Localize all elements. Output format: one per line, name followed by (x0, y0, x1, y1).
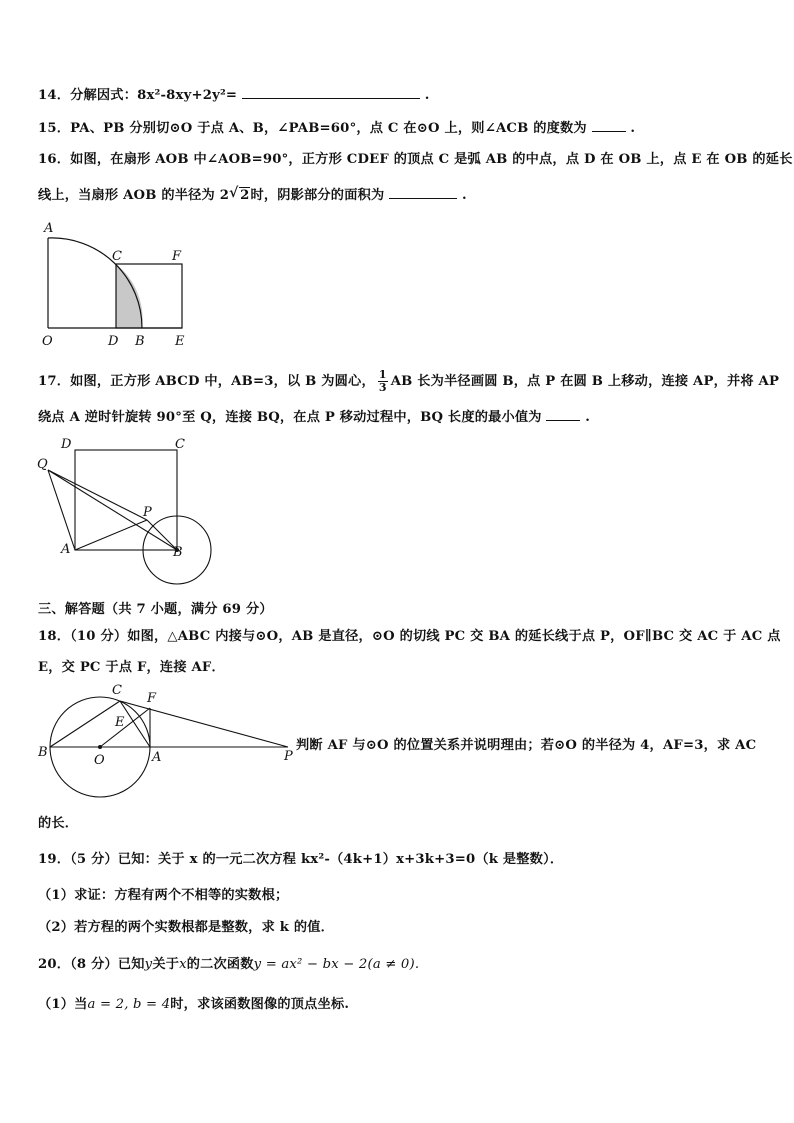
question-18-line-2: E，交 PC 于点 F，连接 AF． (38, 660, 225, 675)
figure-17-square-circle (35, 432, 220, 590)
label-P: P (284, 749, 293, 764)
q20-mid2: 的二次函数 (186, 957, 254, 972)
label-C: C (175, 437, 185, 452)
section-3-heading: 三、解答题（共 7 小题，满分 69 分） (38, 602, 273, 617)
q16-line2-post: 时，阴影部分的面积为 (250, 188, 385, 203)
question-16-line-1: 16．如图，在扇形 AOB 中∠AOB=90°，正方形 CDEF 的顶点 C 是弧 AB 的中点，点 D 在 OB 上，点 E 在 OB 的延长 (38, 152, 793, 167)
figure-18-circle-tangent (32, 680, 297, 802)
q20-part1-math: a = 2, b = 4 (87, 997, 171, 1012)
question-19-line-1: 19．（5 分）已知：关于 x 的一元二次方程 kx²-（4k+1）x+3k+3=0（k 是整数）． (38, 852, 564, 867)
q20-var-y: y (144, 957, 153, 972)
label-E: E (175, 334, 185, 349)
label-Q: Q (37, 457, 48, 472)
question-20-line-1 (38, 953, 419, 972)
label-F: F (147, 691, 157, 706)
label-A: A (152, 750, 162, 765)
fraction-denominator: 3 (378, 381, 387, 394)
figure-16-sector-square (38, 218, 198, 353)
q20-pre: 20．（8 分）已知 (38, 957, 145, 972)
q17-line2: 绕点 A 逆时针旋转 90°至 Q，连接 BQ，在点 P 移动过程中，BQ 长度的最小值为 (38, 410, 542, 425)
sqrt-radicand: 2 (240, 188, 250, 203)
question-15 (38, 117, 635, 136)
question-18-line-1: 18．（10 分）如图，△ABC 内接与⊙O，AB 是直径，⊙O 的切线 PC 交 BA 的延长线于点 P，OF∥BC 交 AC 于 AC 点 (38, 629, 781, 644)
question-18-line-3: 的长． (38, 816, 79, 831)
label-B: B (173, 545, 183, 560)
q20-part1-post: 时，求该函数图像的顶点坐标. (170, 997, 350, 1012)
q15-text: 15．PA、PB 分别切⊙O 于点 A、B，∠PAB=60°，点 C 在⊙O 上，则∠ACB 的度数为 (38, 121, 587, 136)
question-19-part-1: （1）求证：方程有两个不相等的实数根； (38, 888, 289, 903)
label-D: D (61, 437, 72, 452)
label-B: B (135, 334, 145, 349)
label-C: C (112, 249, 122, 264)
segment-AP (75, 520, 147, 550)
q14-text: 14．分解因式：8x²-8xy+2y²= (38, 88, 238, 103)
fraction-numerator: 1 (378, 368, 387, 381)
label-C: C (112, 683, 122, 698)
q20-var-x: x (179, 957, 187, 972)
q17-end: . (585, 410, 591, 425)
question-14 (38, 84, 430, 103)
question-17-line-2 (38, 406, 590, 425)
question-17-line-1 (38, 369, 779, 394)
segment-OF (100, 708, 150, 747)
q17-post: AB 长为半径画圆 B，点 P 在圆 B 上移动，连接 AP，并将 AP (390, 374, 780, 389)
label-O: O (94, 753, 105, 768)
question-20-part-1 (38, 993, 349, 1012)
q14-answer-blank (242, 86, 420, 99)
question-18-side-text: 判断 AF 与⊙O 的位置关系并说明理由；若⊙O 的半径为 4，AF=3，求 AC (296, 738, 757, 753)
label-B: B (38, 745, 48, 760)
q14-end: . (424, 88, 430, 103)
point-O (98, 745, 102, 749)
question-19-part-2: （2）若方程的两个实数根都是整数，求 k 的值． (38, 920, 335, 935)
q15-answer-blank (592, 119, 626, 132)
q20-part1-pre: （1）当 (38, 997, 88, 1012)
label-F: F (172, 249, 182, 264)
label-A: A (61, 542, 71, 557)
sqrt-icon: √ (229, 185, 239, 201)
label-E: E (115, 715, 125, 730)
q16-line2-pre: 线上，当扇形 AOB 的半径为 2 (38, 188, 230, 203)
sqrt-expression (229, 185, 250, 203)
q20-mid1: 关于 (152, 957, 180, 972)
q20-formula: y = ax² − bx − 2(a ≠ 0). (253, 957, 420, 972)
q16-end: . (461, 188, 467, 203)
q17-pre: 17．如图，正方形 ABCD 中，AB=3，以 B 为圆心， (38, 374, 375, 389)
question-16-line-2 (38, 184, 467, 203)
label-A: A (44, 221, 54, 236)
label-D: D (108, 334, 119, 349)
label-P: P (143, 505, 152, 520)
q16-answer-blank (389, 186, 457, 199)
segment-QB (48, 470, 177, 550)
q15-end: . (630, 121, 636, 136)
shaded-region (116, 264, 143, 328)
label-O: O (42, 334, 53, 349)
q17-answer-blank (546, 408, 580, 421)
fraction-one-third (378, 369, 388, 394)
